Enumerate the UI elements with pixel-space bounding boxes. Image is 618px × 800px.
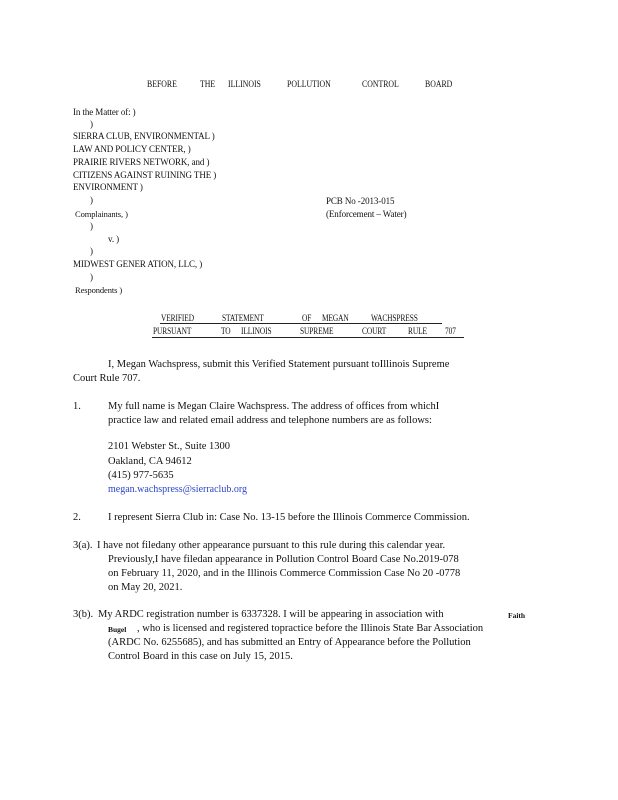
phone-number: (415) 977-5635 — [108, 470, 174, 481]
title-word: VERIFIED — [161, 313, 194, 323]
item-number: 2. — [73, 512, 81, 523]
title-word: SUPREME — [300, 326, 334, 336]
paragraph-line: on February 11, 2020, and in the Illinois Commerce Commission Case No 20 -0778 — [108, 568, 461, 579]
paragraph-line: My ARDC registration number is 6337328. I will be appearing in association with — [98, 609, 444, 620]
title-word: RULE — [408, 326, 427, 336]
heading-word: CONTROL — [362, 80, 399, 90]
caption-line: CITIZENS AGAINST RUINING THE ) — [73, 170, 217, 180]
heading-word: BEFORE — [147, 80, 177, 90]
title-word: COURT — [362, 326, 387, 336]
paragraph-line: Court Rule 707. — [73, 373, 141, 384]
title-word: STATEMENT — [222, 313, 264, 323]
paragraph-line: My full name is Megan Claire Wachspress. The address of offices from whichI — [108, 401, 440, 412]
paragraph-line: I represent Sierra Club in: Case No. 13-15 before the Illinois Commerce Commission. — [108, 512, 470, 523]
address-line: 2101 Webster St., Suite 1300 — [108, 441, 231, 452]
caption-line: PRAIRIE RIVERS NETWORK, and ) — [73, 157, 210, 167]
paragraph-line: Control Board in this case on July 15, 2015. — [108, 651, 293, 662]
paragraph-line: I, Megan Wachspress, submit this Verified Statement pursuant toIllinois Supreme — [108, 359, 450, 370]
paragraph-line: , who is licensed and registered topractice before the Illinois State Bar Association — [137, 623, 484, 634]
caption-line: In the Matter of: ) — [73, 107, 136, 117]
item-number: 3(a). — [73, 540, 93, 551]
caption-line: LAW AND POLICY CENTER, ) — [73, 144, 191, 154]
caption-line: ENVIRONMENT ) — [73, 182, 143, 192]
item-number: 3(b). — [73, 609, 94, 620]
pcb-type: (Enforcement – Water) — [326, 209, 407, 219]
complainants-label: Complainants, ) — [75, 209, 128, 219]
paragraph-line: Previously,I have filedan appearance in Pollution Control Board Case No.2019-078 — [108, 554, 459, 565]
title-word: WACHSPRESS — [371, 313, 418, 323]
paragraph-line: practice law and related email address and telephone numbers are as follows: — [108, 415, 432, 426]
item-number: 1. — [73, 401, 81, 412]
caption-paren: ) — [90, 195, 93, 205]
respondent-name: MIDWEST GENER ATION, LLC, ) — [73, 259, 203, 269]
heading-word: BOARD — [425, 80, 453, 90]
title-word: OF — [302, 313, 312, 323]
heading-word: THE — [200, 80, 216, 90]
caption-paren: ) — [90, 246, 93, 256]
paragraph-line: I have not filedany other appearance pursuant to this rule during this calendar year. — [97, 540, 446, 551]
heading-word: ILLINOIS — [228, 80, 261, 90]
versus-label: v. ) — [108, 234, 120, 244]
title-word: ILLINOIS — [241, 326, 272, 336]
respondents-label: Respondents ) — [75, 285, 123, 295]
email-link[interactable]: megan.wachspress@sierraclub.org — [108, 484, 247, 495]
paragraph-line: on May 20, 2021. — [108, 582, 183, 593]
title-underline — [160, 323, 442, 324]
title-word: MEGAN — [322, 313, 349, 323]
address-line: Oakland, CA 94612 — [108, 456, 192, 467]
paragraph-line: (ARDC No. 6255685), and has submitted an Entry of Appearance before the Pollution — [108, 637, 471, 648]
title-word: TO — [221, 326, 231, 336]
attorney-name: Bugel — [108, 625, 127, 634]
caption-paren: ) — [90, 119, 93, 129]
title-word: 707 — [445, 326, 456, 336]
attorney-name: Faith — [508, 611, 526, 620]
caption-line: SIERRA CLUB, ENVIRONMENTAL ) — [73, 131, 215, 141]
caption-paren: ) — [90, 221, 93, 231]
caption-paren: ) — [90, 272, 93, 282]
title-underline — [152, 337, 464, 338]
title-word: PURSUANT — [153, 326, 192, 336]
heading-word: POLLUTION — [287, 80, 331, 90]
pcb-number: PCB No -2013-015 — [326, 196, 395, 206]
